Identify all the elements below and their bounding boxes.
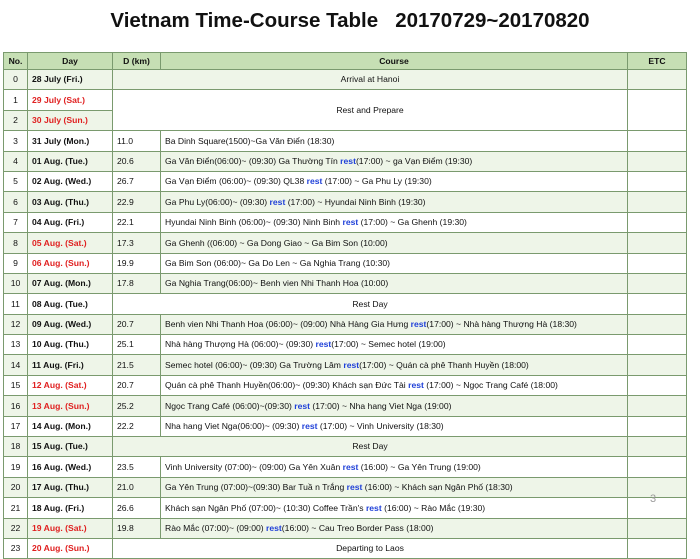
course-text: Nhà hàng Thượng Hà (06:00)~ (09:30) bbox=[165, 339, 316, 350]
course-text: Ga Vạn Điểm (06:00)~ (09:30) QL38 bbox=[165, 176, 307, 187]
course-text: (17:00) ~ Ga Ghenh (19:30) bbox=[358, 217, 467, 228]
table-row bbox=[4, 396, 687, 416]
day-cell: 29 July (Sat.) bbox=[28, 90, 113, 110]
course-cell bbox=[161, 355, 628, 375]
table-row bbox=[4, 273, 687, 293]
day-cell: 19 Aug. (Sat.) bbox=[28, 518, 113, 538]
row-number: 4 bbox=[4, 151, 28, 171]
etc-cell bbox=[628, 437, 687, 457]
etc-cell bbox=[628, 416, 687, 436]
row-number: 16 bbox=[4, 396, 28, 416]
rest-label: rest bbox=[301, 421, 318, 432]
etc-cell bbox=[628, 70, 687, 90]
etc-cell bbox=[628, 335, 687, 355]
distance-cell: 20.6 bbox=[113, 151, 161, 171]
etc-cell bbox=[628, 477, 687, 497]
rest-label: rest bbox=[408, 380, 424, 391]
course-text: (17:00) ~ Quán cà phê Thanh Huyền (18:00) bbox=[359, 359, 529, 370]
day-cell: 05 Aug. (Sat.) bbox=[28, 233, 113, 253]
etc-cell bbox=[628, 538, 687, 558]
course-text: Khách sạn Ngân Phố (07:00)~ (10:30) Coffee Trần's bbox=[165, 502, 366, 513]
course-text: Rào Mắc (07:00)~ (09:00) bbox=[165, 522, 267, 533]
course-cell bbox=[161, 192, 628, 212]
course-text: (17:00) ~ Semec hotel (19:00) bbox=[331, 339, 446, 350]
row-number: 8 bbox=[4, 233, 28, 253]
course-cell bbox=[161, 375, 628, 395]
table-row bbox=[4, 171, 687, 191]
table-row bbox=[4, 498, 687, 518]
course-text: Vinh University (07:00)~ (09:00) Ga Yên Xuân bbox=[165, 461, 343, 472]
day-cell: 13 Aug. (Sun.) bbox=[28, 396, 113, 416]
day-cell: 02 Aug. (Wed.) bbox=[28, 171, 113, 191]
distance-cell: 26.7 bbox=[113, 171, 161, 191]
row-number: 11 bbox=[4, 294, 28, 314]
course-text: Departing to Laos bbox=[336, 543, 404, 554]
table-header-row bbox=[4, 53, 687, 70]
rest-label: rest bbox=[346, 482, 363, 493]
row-number: 9 bbox=[4, 253, 28, 273]
day-cell: 12 Aug. (Sat.) bbox=[28, 375, 113, 395]
course-cell bbox=[161, 253, 628, 273]
course-text: (17:00) ~ Ga Phu Ly (19:30) bbox=[322, 176, 432, 187]
course-text: (17:00) ~ Vinh University (18:30) bbox=[317, 421, 444, 432]
distance-cell: 21.0 bbox=[113, 477, 161, 497]
distance-cell: 26.6 bbox=[113, 498, 161, 518]
day-cell: 31 July (Mon.) bbox=[28, 131, 113, 151]
rest-label: rest bbox=[365, 502, 382, 513]
etc-cell bbox=[628, 131, 687, 151]
rest-label: rest bbox=[266, 522, 282, 533]
row-number: 20 bbox=[4, 477, 28, 497]
day-cell: 10 Aug. (Thu.) bbox=[28, 335, 113, 355]
course-cell bbox=[161, 171, 628, 191]
table-row bbox=[4, 457, 687, 477]
rest-label: rest bbox=[343, 359, 360, 370]
rest-label: rest bbox=[410, 319, 427, 330]
table-row bbox=[4, 131, 687, 151]
course-text: Quán cà phê Thanh Huyền(06:00)~ (09:30) Khách sạn Đức Tài bbox=[165, 380, 409, 391]
course-cell bbox=[161, 498, 628, 518]
etc-cell bbox=[628, 192, 687, 212]
rest-label: rest bbox=[315, 339, 332, 350]
etc-cell bbox=[628, 212, 687, 232]
course-text: (16:00) ~ Rào Mắc (19:30) bbox=[381, 502, 486, 513]
distance-cell: 17.3 bbox=[113, 233, 161, 253]
row-number: 5 bbox=[4, 171, 28, 191]
header-course: Course bbox=[161, 53, 628, 70]
course-text: Hyundai Ninh Binh (06:00)~ (09:30) Ninh Binh bbox=[165, 217, 343, 228]
table-row bbox=[4, 335, 687, 355]
header-km: D (km) bbox=[113, 53, 161, 70]
course-text: (17:00) ~ Hyundai Ninh Binh (19:30) bbox=[285, 196, 426, 207]
row-number: 13 bbox=[4, 335, 28, 355]
rest-label: rest bbox=[342, 461, 359, 472]
course-text: Ga Bim Son (06:00)~ Ga Do Len ~ Ga Nghia Trang (10:30) bbox=[165, 257, 390, 268]
distance-cell: 22.2 bbox=[113, 416, 161, 436]
row-number: 15 bbox=[4, 375, 28, 395]
course-text: (17:00) ~ Ngọc Trang Café (18:00) bbox=[423, 380, 558, 391]
course-text: Benh vien Nhi Thanh Hoa (06:00)~ (09:00) Nhà Hàng Gia Hưng bbox=[165, 319, 411, 330]
course-text: (17:00) ~ Nha hang Viet Nga (19:00) bbox=[309, 400, 452, 411]
etc-cell bbox=[628, 355, 687, 375]
course-cell bbox=[161, 131, 628, 151]
course-text: (16:00) ~ Khách sạn Ngân Phố (18:30) bbox=[362, 482, 513, 493]
day-cell: 01 Aug. (Tue.) bbox=[28, 151, 113, 171]
course-cell bbox=[113, 538, 628, 558]
day-cell: 08 Aug. (Tue.) bbox=[28, 294, 113, 314]
etc-cell bbox=[628, 233, 687, 253]
day-cell: 30 July (Sun.) bbox=[28, 110, 113, 130]
table-row bbox=[4, 518, 687, 538]
row-number: 10 bbox=[4, 273, 28, 293]
table-row bbox=[4, 538, 687, 558]
course-cell bbox=[161, 477, 628, 497]
course-cell bbox=[113, 437, 628, 457]
table-row bbox=[4, 416, 687, 436]
day-cell: 07 Aug. (Mon.) bbox=[28, 273, 113, 293]
page-number: 3 bbox=[650, 493, 657, 505]
row-number: 0 bbox=[4, 70, 28, 90]
row-number: 18 bbox=[4, 437, 28, 457]
distance-cell: 25.2 bbox=[113, 396, 161, 416]
row-number: 6 bbox=[4, 192, 28, 212]
day-cell: 20 Aug. (Sun.) bbox=[28, 538, 113, 558]
day-cell: 15 Aug. (Tue.) bbox=[28, 437, 113, 457]
etc-cell bbox=[628, 294, 687, 314]
course-text: Ba Dinh Square(1500)~Ga Văn Điển (18:30) bbox=[165, 135, 335, 146]
course-text: (17:00) ~ ga Vạn Điểm (19:30) bbox=[355, 155, 473, 166]
course-text: Ngọc Trang Café (06:00)~(09:30) bbox=[165, 400, 295, 411]
row-number: 17 bbox=[4, 416, 28, 436]
course-cell bbox=[161, 273, 628, 293]
course-text: Ga Nghia Trang(06:00)~ Benh vien Nhi Thanh Hoa (10:00) bbox=[165, 278, 389, 289]
course-text: Ga Ghenh ((06:00) ~ Ga Dong Giao ~ Ga Bim Son (10:00) bbox=[165, 237, 388, 248]
course-cell bbox=[161, 457, 628, 477]
course-text: (16:00) ~ Ga Yên Trung (19:00) bbox=[358, 461, 481, 472]
row-number: 1 bbox=[4, 90, 28, 110]
course-text: Arrival at Hanoi bbox=[340, 74, 400, 85]
course-cell bbox=[161, 335, 628, 355]
course-cell bbox=[161, 518, 628, 538]
course-cell bbox=[161, 396, 628, 416]
distance-cell: 21.5 bbox=[113, 355, 161, 375]
rest-label: rest bbox=[340, 155, 356, 166]
table-row bbox=[4, 90, 687, 110]
distance-cell: 17.8 bbox=[113, 273, 161, 293]
course-text: Semec hotel (06:00)~ (09:30) Ga Trường Lâm bbox=[165, 359, 344, 370]
rest-label: rest bbox=[294, 400, 310, 411]
header-day: Day bbox=[28, 53, 113, 70]
table-row bbox=[4, 437, 687, 457]
etc-cell bbox=[628, 253, 687, 273]
row-number: 19 bbox=[4, 457, 28, 477]
rest-label: rest bbox=[269, 196, 286, 207]
day-cell: 28 July (Fri.) bbox=[28, 70, 113, 90]
row-number: 14 bbox=[4, 355, 28, 375]
etc-cell bbox=[628, 457, 687, 477]
table-row bbox=[4, 70, 687, 90]
table-row bbox=[4, 151, 687, 171]
course-cell bbox=[161, 233, 628, 253]
etc-cell bbox=[628, 273, 687, 293]
course-text: Rest Day bbox=[352, 441, 388, 452]
row-number: 3 bbox=[4, 131, 28, 151]
distance-cell: 20.7 bbox=[113, 375, 161, 395]
course-cell bbox=[161, 151, 628, 171]
etc-cell bbox=[628, 90, 687, 131]
etc-cell bbox=[628, 518, 687, 538]
course-text: (17:00) ~ Nhà hàng Thượng Hà (18:30) bbox=[426, 319, 577, 330]
course-cell bbox=[113, 70, 628, 90]
day-cell: 06 Aug. (Sun.) bbox=[28, 253, 113, 273]
table-row bbox=[4, 192, 687, 212]
day-cell: 17 Aug. (Thu.) bbox=[28, 477, 113, 497]
distance-cell: 25.1 bbox=[113, 335, 161, 355]
course-text: Ga Yên Trung (07:00)~(09:30) Bar Tuầ n Trắng bbox=[165, 482, 347, 493]
etc-cell bbox=[628, 314, 687, 334]
course-cell bbox=[113, 90, 628, 131]
day-cell: 11 Aug. (Fri.) bbox=[28, 355, 113, 375]
table-row bbox=[4, 253, 687, 273]
distance-cell: 19.8 bbox=[113, 518, 161, 538]
table-row bbox=[4, 477, 687, 497]
day-cell: 18 Aug. (Fri.) bbox=[28, 498, 113, 518]
distance-cell: 11.0 bbox=[113, 131, 161, 151]
table-row bbox=[4, 355, 687, 375]
distance-cell: 22.9 bbox=[113, 192, 161, 212]
course-cell bbox=[161, 314, 628, 334]
day-cell: 03 Aug. (Thu.) bbox=[28, 192, 113, 212]
row-number: 22 bbox=[4, 518, 28, 538]
schedule-table bbox=[3, 52, 687, 559]
header-etc: ETC bbox=[628, 53, 687, 70]
course-text: Ga Phu Ly(06:00)~ (09:30) bbox=[165, 196, 270, 207]
etc-cell bbox=[628, 498, 687, 518]
header-no: No. bbox=[4, 53, 28, 70]
row-number: 23 bbox=[4, 538, 28, 558]
course-cell bbox=[161, 212, 628, 232]
table-row bbox=[4, 294, 687, 314]
row-number: 12 bbox=[4, 314, 28, 334]
distance-cell: 23.5 bbox=[113, 457, 161, 477]
rest-label: rest bbox=[342, 217, 359, 228]
distance-cell: 19.9 bbox=[113, 253, 161, 273]
course-text: (16:00) ~ Cau Treo Border Pass (18:00) bbox=[281, 522, 434, 533]
etc-cell bbox=[628, 171, 687, 191]
distance-cell: 22.1 bbox=[113, 212, 161, 232]
day-cell: 04 Aug. (Fri.) bbox=[28, 212, 113, 232]
table-row bbox=[4, 212, 687, 232]
rest-label: rest bbox=[306, 176, 323, 187]
course-text: Ga Văn Điển(06:00)~ (09:30) Ga Thường Tín bbox=[165, 155, 341, 166]
table-row bbox=[4, 375, 687, 395]
page-title: Vietnam Time-Course Table 20170729~20170820 bbox=[110, 9, 590, 32]
distance-cell: 20.7 bbox=[113, 314, 161, 334]
course-cell bbox=[113, 294, 628, 314]
day-cell: 14 Aug. (Mon.) bbox=[28, 416, 113, 436]
etc-cell bbox=[628, 396, 687, 416]
row-number: 2 bbox=[4, 110, 28, 130]
day-cell: 09 Aug. (Wed.) bbox=[28, 314, 113, 334]
table-body bbox=[4, 70, 687, 559]
table-row bbox=[4, 233, 687, 253]
course-cell bbox=[161, 416, 628, 436]
table-row bbox=[4, 314, 687, 334]
day-cell: 16 Aug. (Wed.) bbox=[28, 457, 113, 477]
etc-cell bbox=[628, 375, 687, 395]
course-text: Rest and Prepare bbox=[336, 104, 404, 115]
etc-cell bbox=[628, 151, 687, 171]
course-text: Nha hang Viet Nga(06:00)~ (09:30) bbox=[165, 421, 302, 432]
course-text: Rest Day bbox=[352, 298, 388, 309]
row-number: 21 bbox=[4, 498, 28, 518]
row-number: 7 bbox=[4, 212, 28, 232]
